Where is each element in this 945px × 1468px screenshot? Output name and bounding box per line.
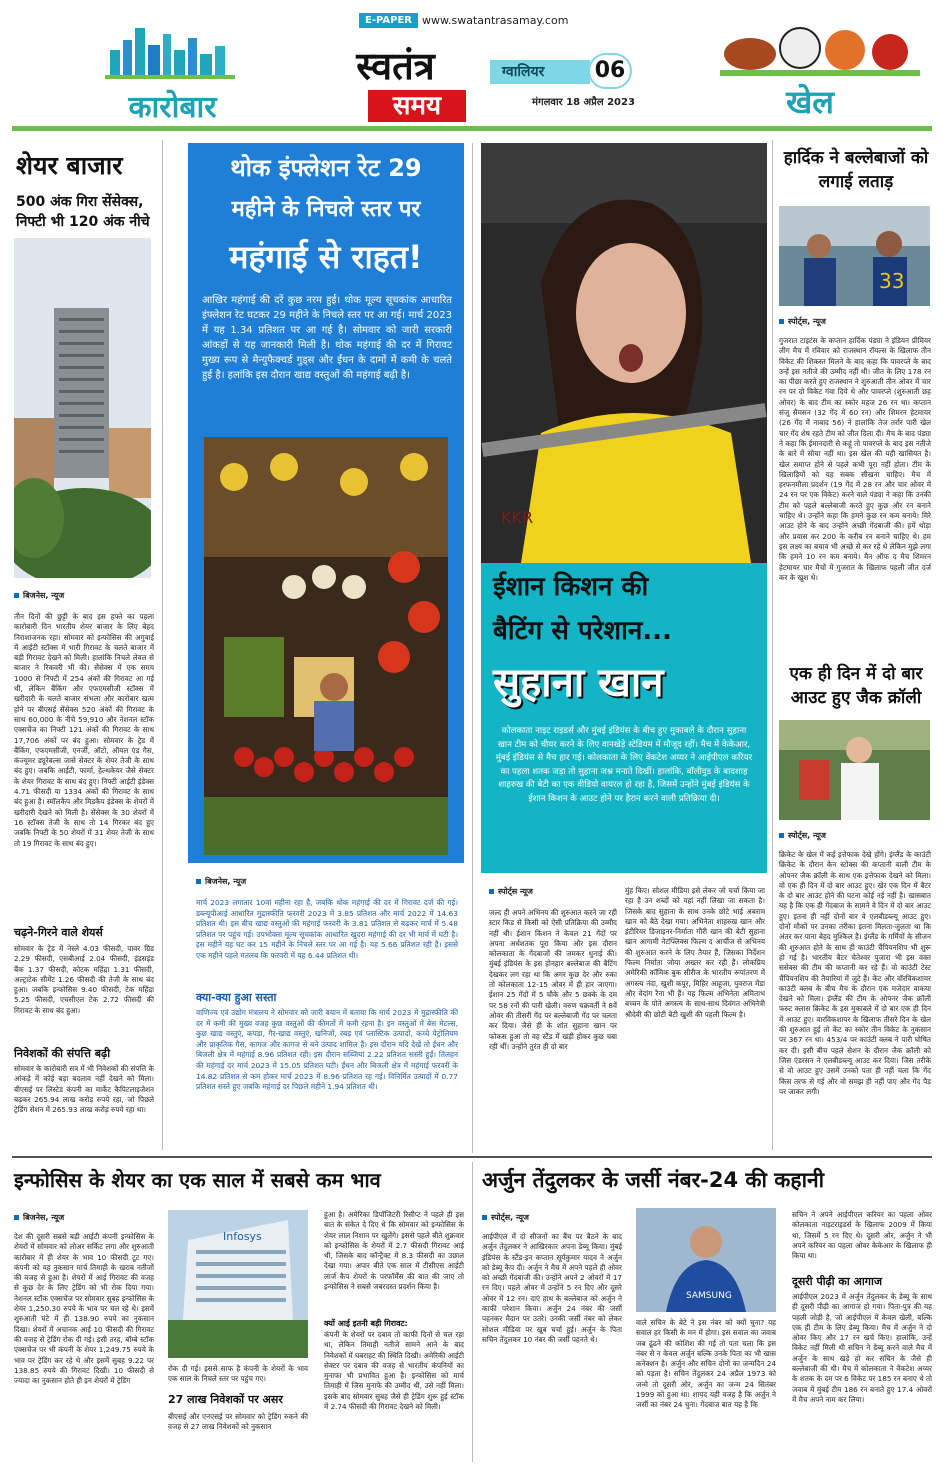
section-left-title: कारोबार — [128, 90, 217, 125]
divider — [472, 1162, 473, 1462]
share-body: तीन दिनों की छुट्टी के बाद इस हफ्ते का पहला कारोबारी दिन भारतीय शेयर बाजार के लिए बेहद निराशाजनक रहा। सोमवार को इन्फोसिस की अगुवाई में आईटी स्टॉक्स में भारी गिरावट के चलते बाजार में बड़ी गिरावट देखने को मिली। हालांकि निचले लेवल से बाजार ने रिकवरी भी की। सेंसेक्स में एक समय 1000 से निफ्टी में 254 अंकों की गिरावट आ गई थी, लेकिन बैंकिंग और एफएमसीजी स्टॉक्स में खरीदारी के चलते बाजार संभला और कारोबार खत्म होने पर बीएसई सेंसेक्स 520 अंकों की गिरावट के साथ 60,000 के नीचे 59,910 और नेशनल स्टॉक एक्सचेंज का निफ्टी 121 अंकों की गिरावट के साथ 17,706 अंकों पर बंद हुआ। सोमवार के ट्रेड में बैंकिंग, एफएमसीजी, एनर्जी, ऑटो, ऑयल एंड गैस, कंज्यूमर ड्यूरेबल्स जासे सेक्टर के शेयर तेजी के साथ बंद हुए। जबकि आईटी, फार्मा, हेल्थकेयर जैसे सेक्टर के शेयर गिरावट के साथ बंद हुए। निफ्टी आईटी इंडेक्स 4.71 फीसदी या 1334 अंकों की गिरावट के साथ बंद हुआ है। स्मॉलकैप और मिडकैप इंडेक्स के शेयरों में खरीदारी देखने को मिली है। सेंसेक्स के 30 शेयरों में 16 स्टॉक्स तेजी के साथ तो 14 गिरकर बंद हुए जबकि निफ्टी के 50 शेयरों में 31 शेयर तेजी के साथ तो 19 गिरावट के साथ बंद हुए। — [14, 612, 154, 848]
inflation-byline: बिजनेस, न्यूज — [196, 876, 246, 887]
suhana-line1: ईशान किशन की — [493, 572, 649, 602]
site-url[interactable]: www.swatantrasamay.com — [422, 14, 569, 27]
infosys-office-photo — [168, 1210, 308, 1358]
share-body2: सोमवार के ट्रेड में नेस्ले 4.03 फीसदी, पावर ग्रिड 2.29 फीसदी, एसबीआई 2.04 फीसदी, इंडसइंड बैंक 1.37 फीसदी, कोटक महिंद्रा 1.31 फीसदी, अल्ट्राटेक सीमेंट 1.26 फीसदी की तेजी के साथ बंद हुआ। जबकि इन्फोसिस 9.40 फीसदी, टेक महिंद्रा 5.25 फीसदी, एचसीएल टेक 2.72 फीसदी की गिरावट के साथ बंद हुआ। — [14, 944, 154, 1015]
suhana-line3: सुहाना खान — [493, 660, 664, 706]
inflation-panel — [188, 143, 464, 863]
share-headline: 500 अंक गिरा सेंसेक्स, निफ्टी भी 120 अंक नीचे — [16, 194, 150, 230]
hardik-byline: स्पोर्ट्स, न्यूज — [779, 316, 826, 327]
epaper-strip — [359, 12, 568, 29]
arjun-byline: स्पोर्ट्स, न्यूज — [482, 1212, 529, 1223]
crawley-body: क्रिकेट के खेल में कई इत्तेफाक देखे होंगे। इंग्लैंड के काउंटी क्रिकेट के दौरान केन स्टोक्स की कप्तानी वाली टीम के ओपनर जैक क्रॉली के साथ एक इत्तेफाक देखने को मिला। वो एक ही दिन में दो बार आउट हुए। खेर एक दिन में बैटर के दो बार आउट होने की घटना कोई नई नहीं है। खासबात यह है कि एक ही गेंदबाज के सामने वे दिन में दो बार आउट हुए। इतना ही नहीं दोनों बार वे एलबीडब्ल्यू आउट हुए। दोनों मौकों पर उनका तरीका इतना मिलता-जुलता था कि अंतर कर पाना बेहद मुश्किल है। इंग्लैंड के गर्मियों के सीजन की शुरुआत होने के साथ ही काउंटी चैंपियनशिप भी शुरू हो गई है। भारतीय बैटर चेतेश्वर पुजारा भी इस वक्त ससेक्स की टीम की कप्तानी कर रहे हैं। वो काउंटी टेस्ट चैंपियनशिप की तैयारियां में जुटे हैं। केंट और वॉरविकशायर काउंटी क्लब के बीच मैच के दौरान एक मजेदार वाकया देखने को मिला। इंग्लैंड की टीम के ओपनर जैक क्रॉली फस्र्ट क्लास क्रिकेट के इस मुकाबले में दो बार एक ही दिन में आउट हुए। वारविकशायर के खिलाफ तीसरे दिन के खेल की शुरुआत हुई तो केंट का स्कोर तीन विकेट के नुकसान पर 367 रन था। 453/4 पर काउंटी क्लब ने पारी घोषित कर दी। इसी बीच पहले सेशन के दौरान जैक क्रॉली को जिस एंडरसन ने एलबीडब्ल्यू आउट कर दिया। जिस तरीके से वो आउट हुए उसमें उनको पता ही नहीं चला कि गेंद किस तरफ से गई और वो समझ ही नहीं पाए और गेंद पैड पर जाकर लगी। — [779, 850, 931, 1096]
page-number: 06 — [588, 53, 632, 89]
inflation-line2: महीने के निचले स्तर पर — [231, 197, 421, 222]
inflation-sub: क्या-क्या हुआ सस्ता — [196, 991, 277, 1004]
suhana-panel — [481, 143, 767, 873]
epaper-label: E-PAPER — [359, 13, 418, 28]
hardik-photo — [779, 206, 930, 306]
suhana-intro: कोलकाता नाइट राइडर्स और मुंबई इंडियंस के बीच हुए मुकाबले के दौरान सुहाना खान टीम को चीयर करने के लिए वानखेड़े स्टेडियम में मौजूद रहीं। मैच में केकेआर, मुंबई इंडियंस से मैच हार गई। कोलकाता के लिए वेंकटेश अय्यर ने आईपीएल करियर का पहला शतक जड़ा तो सुहाना जश्न मनाते दिखीं। हालांकि, बॉलीवुड के बादशाह शाहरुख की बेटी का एक वीडियो वायरल हो रहा है, जिसमें उन्होंने मुंबई इंडियंस के ईशान किशन के आउट होने पर हैरान करने वाली प्रतिक्रिया दी। — [495, 726, 753, 804]
inflation-line1: थोक इंफ्लेशन रेट 29 — [230, 154, 422, 182]
arjun-col3: सचिन ने अपने आईपीएल करियर का पहला ओवर कोलकाता नाइटराइडर्स के खिलाफ 2009 में किया था, जिसमें 5 रन दिए थे। दूसरी ओर, अर्जुन ने भी अपने करियर का पहला ओवर केकेआर के खिलाफ ही किया था। — [792, 1210, 932, 1261]
logo-bottom: समय — [368, 90, 466, 122]
share-byline: बिजनेस, न्यूज — [14, 590, 64, 601]
bse-building-photo — [14, 238, 151, 578]
crawley-photo — [779, 720, 930, 820]
infosys-col2: रोक दी गई। इससे साफ है कंपनी के शेयरों के भाव एक साल के निचले स्तर पर पहुंच गए। — [168, 1364, 308, 1384]
share-body3: सोमवार के कारोबारी सत्र में भी निवेशकों की संपत्ति के आंकड़े में कोई बड़ा बदलाव नहीं देखने को मिला। बीएसई पर लिस्टेड कंपनी का मार्केट कैपिटलाइजेशन बढ़कर 265.94 लाख करोड़ रुपये रहा, जो पिछले ट्रेडिंग सेशन में 265.93 लाख करोड़ रुपये रहा था। — [14, 1064, 154, 1115]
infosys-sub2: क्यों आई इतनी बड़ी गिरावट: — [324, 1319, 408, 1328]
hardik-headline: हार्दिक ने बल्लेबाजों को लगाई लताड़ — [783, 148, 929, 192]
infosys-byline: बिजनेस, न्यूज — [14, 1212, 64, 1223]
hardik-body: गुजरात टाइटंस के कप्तान हार्दिक पंड्या ने इंडियन प्रीमियर लीग मैच में रविवार को राजस्थान रॉयल्स के खिलाफ तीन विकेट की शिकस्त मिलने के बाद कहा कि पावरप्ले के बाद उन्हें इस नतीजे की उम्मीद नहीं थी। जीत के लिए 178 रन का पीछा करते हुए राजस्थान ने शुरुआती तीन ओवर में चार रन पर दो विकेट गंवा दिये थे और पावरप्ले (शुरुआती छह ओवर) के बाद टीम का स्कोर महज 26 रन था। कप्तान संजू सैमसन (32 गेंद में 60 रन) और शिमरन हेटमायर (26 गेंद में नाबाद 56) ने हालांकि तेज तर्रार पारी खेल चार गेंद शेष रहते टीम को जीत दिला दी। मैच के बाद पंड्या ने कहा कि ईमानदारी से कहूं तो पावरप्ले के बाद इस नतीजे के बारे में सोचा नहीं था। इस खेल की यही खासियत है। खेल समाप्त होने से पहले कभी पूरा नहीं होता। टीम के खिलाड़ियों को यह सबक सीखना चाहिए। मैच में हरफनमौला प्रदर्शन (19 गेंद में 28 रन और चार ओवर में 24 रन पर एक विकेट) करने वाले पंड्या ने कहा कि उनकी टीम को पहले बल्लेबाजी करते हुए कुछ और रन बनाने चाहिए थे। उन्होंने कहा कि हमने कुछ रन कम बनाये। मिरे आउट होने के बाद उन्होंने अच्छी गेंदबाजी की। हमें थोड़ा और प्रयास कर 200 के करीब रन बनाने चाहिए थे। हम इस लक्ष्य का बचाव भी अच्छे से कर रहे थे लेकिन मुझे लगा कि हमने 10 रन कम बनाये। मैन ऑफ द मैच शिमरन हेटमायर चार मैचों में गुजरात के खिलाफ पहली जीत दर्ज कर के खुश थे। — [779, 336, 931, 582]
business-skyline-icon — [105, 20, 235, 80]
infosys-headline: इन्फोसिस के शेयर का एक साल में सबसे कम भाव — [14, 1168, 381, 1192]
suhana-byline: स्पोर्ट्स न्यूज — [489, 886, 533, 897]
jersey-number: 33 — [879, 269, 905, 293]
suhana-khan-photo — [481, 143, 767, 563]
infosys-col2b: बीएसई और एनएसई पर सोमवार को ट्रेडिंग रुकने की वजह से 27 लाख निवेशकों को नुकसान — [168, 1412, 308, 1432]
arjun-sub: दूसरी पीढ़ी का आगाज — [792, 1275, 882, 1288]
share-sub2: निवेशकों की संपत्ति बढ़ी — [14, 1047, 111, 1060]
arjun-col1: आईपीएल में दो सीजनों का बैंच पर बैठने के बाद अर्जुन तेंदुलकर ने आखिरकार अपना डेब्यू किया। मुंबई इंडियंस के स्टैंड-इन कप्तान सूर्यकुमार यादव ने अर्जुन को डेब्यू कैप दी। अर्जुन ने मैच में अपने पहले ही ओवर को अच्छी गेंदबाजी की। उन्होंने अपने 2 ओवरों में 17 रन दिए। पहले ओवर में उन्होंने 5 रन दिए और दूसरे ओवर में 12 रन। दाएं हाथ के बल्लेबाज को अर्जुन ने काफी परेशान किया। अर्जुन 24 नंबर की जर्सी पहनकर मैदान पर उतरे। उनकी जर्सी नंबर को लेकर सोशल मीडिया पर खूब चर्चा हुई। अर्जुन के पिता सचिन तेंदुलकर 10 नंबर की जर्सी पहनते थे। — [482, 1232, 622, 1344]
edition-date: मंगलवार 18 अप्रैल 2023 — [532, 97, 635, 108]
divider — [162, 140, 163, 1150]
share-sub1: चढ़ने-गिरने वाले शेयर्स — [14, 926, 103, 939]
arjun-col3b: आईपीएल 2023 में अर्जुन तेंदुलकर के डेब्यू के साथ ही दूसरी पीढ़ी का आगाज हो गया। पिता-पुत्र की यह पहली जोड़ी है, जो आईपीएल में केवल खेली, बल्कि एक ही टीम के लिए डेब्यू किया। मैच में अर्जुन ने दो ओवर किए और 17 रन खर्च किए। हालांकि, उन्हें विकेट नहीं मिली थी सचिन ने डेब्यू करने वाले मैच में अर्जुन के साथ खड़े हो कर सचिन के जैसे ही बल्लेबाजी की थी। मैच में कोलकाता ने वेंकटेश अय्यर के शतक के दम पर 6 विकेट पर 185 रन बनाए थे तो जवाब में मुंबई टीम 186 रन बनाते हुए 17.4 ओवरों में मैच अपने नाम कर लिया। — [792, 1292, 932, 1404]
inflation-intro: आखिर महंगाई की दरें कुछ नरम हुई। थोक मूल्य सूचकांक आधारित इंफ्लेशन रेट घटकर 29 महीने के निचले स्तर पर आ गई। मार्च 2023 में यह 1.34 प्रतिशत पर आ गई है। सोमवार को जारी सरकारी आंकड़ों से यह जानकारी मिली है। थोक महंगाई की दर में गिरावट मुख्य रूप से मैन्युफैक्चर्ड गुड्स और ईंधन के दामों में कमी के चलते हुई है। हलांकि इस दौरान खाद्य वस्तुओं की महंगाई बढ़ी है। — [202, 295, 452, 381]
masthead-rule — [12, 126, 932, 131]
vegetable-vendor-photo — [204, 437, 448, 855]
city-name: ग्वालियर — [502, 64, 545, 80]
infosys-sub: 27 लाख निवेशकों पर असर — [168, 1393, 283, 1406]
svg-text:KKR: KKR — [501, 508, 534, 527]
arjun-photo — [636, 1208, 776, 1312]
masthead — [0, 0, 945, 130]
infosys-col1: देश की दूसरी सबसे बड़ी आईटी कंपनी इन्फोसिस के शेयरों में सोमवार को लोअर सर्किट लगा और शुरुआती कारोबार में ही शेयर के भाव 10 फीसदी टूट गए। कंपनी को यह नुकसान मार्च तिमाही के खराब नतीजों की वजह से हुआ है। शेयरों में आई गिरावट की वजह से कुछ देर के लिए ट्रेडिंग को भी रोक दिया गया। नेशनल स्टॉक एक्सचेंज पर सोमवार सुबह इन्फोसिस के शेयर 1,250.30 रुपये के भाव पर चल रहे थे। इसमें शुरुआती घंटे में ही 138.90 रुपये का नुकसान दिखा। शेयरों में अचानक आई 10 फीसदी की गिरावट की वजह से ट्रेडिंग रोक दी गई। इसी तरह, बॉम्बे स्टॉक एक्सचेंज पर भी कंपनी के शेयर 1,249.75 रुपये के भाव पर ट्रेडिंग कर रहे थे और इसमें सुबह 9.22 पर 138.85 रुपये की गिरावट दिखी। 10 फीसदी से ज्यादा का नुकसान होते ही इन शेयरों में ट्रेडिंग — [14, 1232, 154, 1386]
infosys-col3: हुआ है। अमेरिका डिपॉजिटरी रिसीप्ट ने पहले ही इस बात के संकेत दे दिए थे कि सोमवार को इन्फोसिस के शेयर लाल निशान पर खुलेंगे। इससे पहले बीते शुक्रवार को इन्फोसिस के शेयरों में 2.7 फीसदी गिरावट आई थी, जिसके बाद कॉन्ट्रैक्ट में 8.3 फीसदी का उछाल देखा गया। अपार बीते एक साल में टीसीएस आईटी लार्ज कैप शेयरों के परफॉर्मेंस की बात की जाए तो इन्फोसिस ने सबसे जबरदस्त प्रदर्शन किया है। — [324, 1210, 464, 1292]
samsung-label: SAMSUNG — [686, 1291, 732, 1301]
divider — [772, 140, 773, 1150]
divider — [12, 1156, 932, 1158]
sports-balls-icon — [720, 20, 920, 76]
inflation-body: मार्च 2023 लगातार 10वां महीना रहा है, जबकि थोक महंगाई की दर में गिरावट दर्ज की गई। डब्ल्यूपीआई आधारित मुद्रास्फीति फरवरी 2023 में 3.85 प्रतिशत और मार्च 2022 में 14.63 प्रतिशत थी। इस बीच खाद्य वस्तुओं की महंगाई फरवरी के 3.81 प्रतिशत से बढ़कर मार्च में 5.48 प्रतिशत पर पहुंच गई। उपभोक्ता मूल्य सूचकांक आधारित खुदरा महंगाई की दर भी मार्च में घटी है। इस महीने यह घट कर 15 महीने के निचले स्तर पर आ गई है। यह 5.66 प्रतिशत रही है। इससे एक महीने पहले मतलब कि फरवरी में यह 6.44 प्रतिशत थी। — [196, 898, 458, 960]
section-right-title: खेल — [786, 83, 834, 121]
divider — [472, 143, 473, 1153]
crawley-byline: स्पोर्ट्स, न्यूज — [779, 830, 826, 841]
suhana-col2: मुंह किए। सोशल मीडिया इसे लेकर जो चर्चा किया जा रहा है उन शब्दों को यहां नहीं लिखा जा सकता है। जिसके बाद सुहाना के साथ उनके छोटे भाई अबराम खान को बैठे देखा गया। अभिनेता शाहरुख खान और इंटीरियर डिजाइनर-निर्माता गौरी खान की बेटी सुहाना खान आगामी नेटफ्लिक्स फिल्म द आर्चीज से अभिनय की शुरुआत करने के लिए तैयार हैं, जिसका निर्देशन फिल्म निर्माता जोया अख्तर कर रही हैं। लोकप्रिय अमेरिकी कॉमिक बुक सीरीज के भारतीय रूपांतरण में अगस्त्य नंदा, खुशी कपूर, मिहिर आहूजा, युवराज मेंडा और वेदांग रैना भी हैं। यह फिल्म अभिनेता अमिताभ बच्चन के पोते अगस्त्य के साथ-साथ दिवंगत अभिनेत्री श्रीदेवी की छोटी बेटी खुशी की पहली फिल्म है। — [625, 886, 765, 1019]
inflation-body2: वाणिज्य एवं उद्योग मंत्रालय ने सोमवार को जारी बयान में बताया कि मार्च 2023 में मुद्रास्फीति की दर में कमी की मुख्य वजह कुछ वस्तुओं की कीमतों में कमी रहना है। इन वस्तुओं में बेस मेटल्स, कुछ खाद्य वस्तुएं, कपड़ा, गैर-खाद्य वस्तुएं, खनिजों, रबड़ एवं प्लास्टिक उत्पादों, कच्चे पेट्रोलियम और प्राकृतिक गैस, कागज और कागज से बने उत्पाद शामिल हैं। इस दौरान यदि देखें तो ईंधन और बिजली क्षेत्र में महंगाई 8.96 प्रतिशत रही। इस दौरान सब्जियां 2.22 प्रतिशत सस्ती हुईं। तिलहन की महंगाई दर मार्च 2023 में 15.05 प्रतिशत घटी। ईंधन और बिजली क्षेत्र में महंगाई फरवरी के 14.82 प्रतिशत से कम होकर मार्च 2023 में 8.96 प्रतिशत रह गई। विनिर्मित उत्पादों में 0.77 प्रतिशत सस्ते हुए जबकि महंगाई दर पिछले महीने 1.94 प्रतिशत थी। — [196, 1008, 458, 1092]
city-box — [490, 60, 590, 84]
share-section-title: शेयर बाजार — [16, 151, 123, 180]
crawley-headline: एक ही दिन में दो बार आउट हुए जैक क्रॉली — [789, 664, 923, 708]
inflation-line3: महंगाई से राहत! — [229, 238, 423, 276]
suhana-col1: जल्द ही अपने अभिनय की शुरुआत करने जा रही स्टार किड से किसी को ऐसी प्रतिक्रिया की उम्मीद नहीं थी। ईशान किशन ने केवल 21 गेंदों पर अपना अर्धशतक पूरा किया और इस दौरान कोलकाता के गेंदबाजों की जमकर धुनाई की। मुंबई इंडियंस के इस होनहार बल्लेबाज की बैटिंग देखकर लग रहा था कि अगर कुछ देर और रुका तो कोलकाता 12-15 ओवर में ही हार जाएगा। ईशान 25 गेंदों में 5 चौके और 5 छक्के के दम पर 58 रनों की पारी खेली। वरुण चक्रवर्ती ने 8वें ओवर की तीसरी गेंद पर बल्लेबाजी गेंद पर चलता कर दिया। जैसे ही के शांत सुहाना खान पर फोकस हुआ तो वह स्टैंड में खड़ी होकर कुछ चबा रही थीं। उन्होंने तुरंत ही दो बार — [489, 908, 617, 1051]
logo[interactable] — [318, 44, 473, 126]
infosys-sign: Infosys — [223, 1230, 262, 1243]
arjun-headline: अर्जुन तेंदुलकर के जर्सी नंबर-24 की कहानी — [482, 1168, 825, 1192]
suhana-line2: बैटिंग से परेशान... — [493, 616, 672, 646]
infosys-col3b: कंपनी के शेयरों पर दबाव तो काफी दिनों से चल रहा था, लेकिन तिमाही नतीजे सामने आने के बाद निवेशकों में घबराहट की स्थिति दिखी। अमेरिकी आईटी सेक्टर पर दबाव की वजह से भारतीय कंपनियों का मुनाफा भी प्रभावित हुआ है। इन्फोसिस को मार्च तिमाही में जिस मुनाफे की उम्मीद थी, उसे नहीं मिला। इसके बाद सोमवार सुबह जैसे ही ट्रेडिंग शुरू हुई स्टॉक में 2.74 फीसदी की गिरावट देखने को मिली। — [324, 1330, 464, 1412]
logo-top: स्वतंत्र — [356, 44, 435, 88]
arjun-col2: वाले सचिन के बेटे ने इस नंबर को क्यों चुना? यह सवाल हर किसी के मन में होगा। इस सवाल का जवाब जब ढूंढने की कोशिश की गई तो पता चला कि इस नंबर से न केवल अर्जुन बल्कि उनके पिता का भी खास कनेक्शन है। अर्जुन और सचिन दोनों का जन्मदिन 24 को पड़ता है। सचिन तेंदुलकर 24 अप्रैल 1973 को जन्मे तो दूसरी ओर, अर्जुन का जन्म 24 सितंबर 1999 को हुआ था। शायद यही वजह है कि अर्जुन ने जर्सी का नंबर 24 चुना। गेंदबाज बात यह है कि — [636, 1318, 776, 1410]
